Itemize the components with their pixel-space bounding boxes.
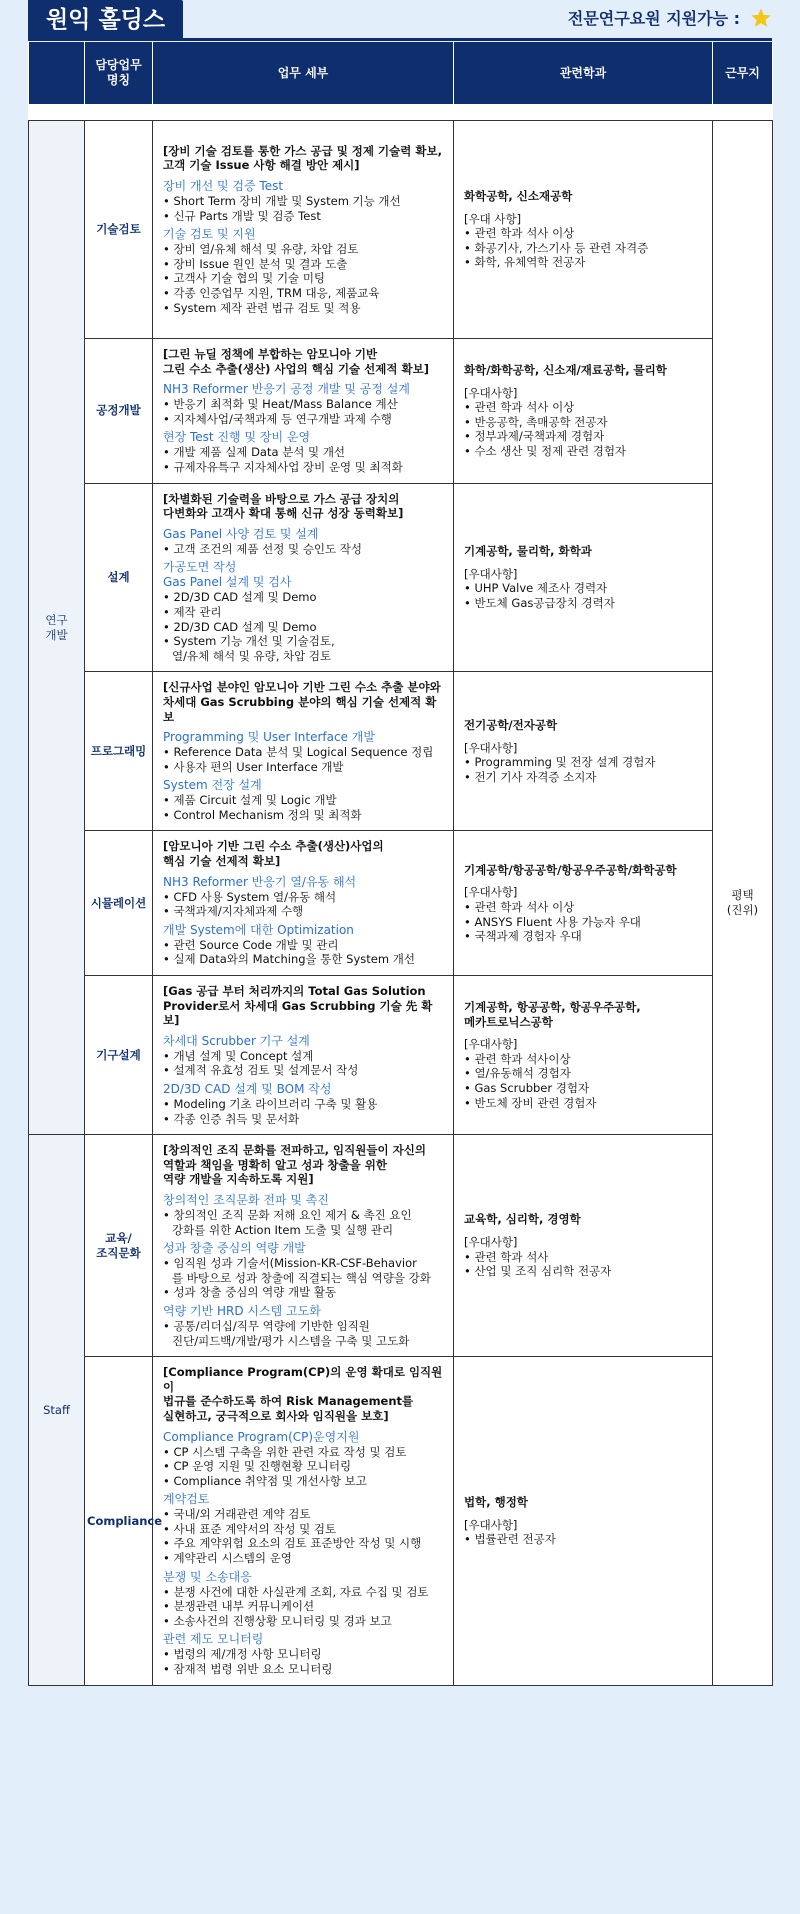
task-section-title: 관련 제도 모니터링 bbox=[163, 1632, 264, 1647]
task-detail-cell bbox=[153, 672, 454, 831]
header-category bbox=[29, 42, 85, 104]
major-cell bbox=[454, 1357, 713, 1686]
preferred-item: • 전기 기사 자격증 소지자 bbox=[464, 770, 706, 785]
task-detail-cell bbox=[153, 1135, 454, 1357]
task-item: • 잠재적 법령 위반 요소 모니터링 bbox=[163, 1662, 447, 1677]
major-title: 기계공학, 항공공학, 항공우주공학, 메카트로닉스공학 bbox=[464, 1000, 641, 1029]
preferred-item: • 열/유동해석 경험자 bbox=[464, 1066, 706, 1081]
task-item: • 장비 열/유체 해석 및 유량, 차압 검토 bbox=[163, 242, 447, 257]
major-cell bbox=[454, 339, 713, 484]
task-section-title: 성과 창출 중심의 역량 개발 bbox=[163, 1241, 306, 1256]
task-section-title: 창의적인 조직문화 전파 및 촉진 bbox=[163, 1192, 329, 1207]
task-section-title: Compliance Program(CP)운영지원 bbox=[163, 1429, 360, 1444]
task-item: • 성과 창출 중심의 역량 개발 활동 bbox=[163, 1285, 447, 1300]
preferred-item: • ANSYS Fluent 사용 가능자 우대 bbox=[464, 915, 706, 930]
preferred-title: [우대사항] bbox=[464, 385, 518, 400]
major-cell bbox=[454, 976, 713, 1135]
task-item: • 사내 표준 계약서의 작성 및 검토 bbox=[163, 1522, 447, 1537]
mission-statement: [Gas 공급 부터 처리까지의 Total Gas Solution Provider로서 차세대 Gas Scrubbing 기술 先 확보] bbox=[163, 984, 433, 1028]
task-item: • 각종 인증업무 지원, TRM 대응, 제품교육 bbox=[163, 286, 447, 301]
table-header-row bbox=[29, 42, 773, 104]
role-name: 공정개발 bbox=[85, 339, 153, 484]
task-section-title: 역량 기반 HRD 시스템 고도화 bbox=[163, 1303, 321, 1318]
preferred-item: • 법률관련 전공자 bbox=[464, 1532, 706, 1547]
major-title: 기계공학, 물리학, 화학과 bbox=[464, 544, 592, 559]
role-name: 기술검토 bbox=[85, 121, 153, 339]
header-role: 담당업무 명칭 bbox=[85, 42, 153, 104]
major-title: 법학, 행정학 bbox=[464, 1494, 528, 1509]
preferred-item: • 관련 학과 석사이상 bbox=[464, 1052, 706, 1067]
task-item: • 규제자유특구 지자체사업 장비 운영 및 최적화 bbox=[163, 460, 447, 475]
major-title: 기계공학/항공공학/항공우주공학/화학공학 bbox=[464, 862, 677, 877]
preferred-item: • 관련 학과 석사 이상 bbox=[464, 900, 706, 915]
task-item: • System 기능 개선 및 기술검토, 열/유체 해석 및 유량, 차압 검토 bbox=[163, 634, 447, 663]
task-item: • Control Mechanism 정의 및 최적화 bbox=[163, 808, 447, 823]
table-row bbox=[29, 1357, 773, 1686]
major-cell bbox=[454, 831, 713, 976]
header-spacer bbox=[29, 104, 773, 121]
task-item: • 개발 제품 실제 Data 분석 및 개선 bbox=[163, 445, 447, 460]
task-detail-cell bbox=[153, 483, 454, 672]
mission-statement: [그린 뉴딜 정책에 부합하는 암모니아 기반 그린 수소 추출(생산) 사업의 핵심 기술 선제적 확보] bbox=[163, 347, 429, 376]
task-item: • 실제 Data와의 Matching을 통한 System 개선 bbox=[163, 952, 447, 967]
preferred-title: [우대사항] bbox=[464, 885, 518, 900]
location-cell: 평택 (진위) bbox=[713, 121, 773, 1686]
header-divider bbox=[28, 38, 772, 41]
preferred-item: • 반응공학, 촉매공학 전공자 bbox=[464, 415, 706, 430]
task-item: • Modeling 기초 라이브러리 구축 및 활용 bbox=[163, 1097, 447, 1112]
task-section-title: 분쟁 및 소송대응 bbox=[163, 1569, 252, 1584]
job-table bbox=[28, 42, 773, 1686]
expert-research-badge bbox=[568, 6, 772, 29]
task-section-title: 현장 Test 진행 및 장비 운영 bbox=[163, 430, 311, 445]
task-item: • CP 운영 지원 및 진행현황 모니터링 bbox=[163, 1459, 447, 1474]
task-section-title: NH3 Reformer 반응기 열/유동 해석 bbox=[163, 874, 357, 889]
task-item: • 국책과제/지자체과제 수행 bbox=[163, 904, 447, 919]
task-item: • 2D/3D CAD 설계 및 Demo bbox=[163, 620, 447, 635]
task-detail-cell bbox=[153, 1357, 454, 1686]
top-bar bbox=[28, 0, 772, 42]
preferred-title: [우대사항] bbox=[464, 1235, 518, 1250]
task-section-title: 차세대 Scrubber 기구 설계 bbox=[163, 1033, 310, 1048]
preferred-item: • 화공기사, 가스기사 등 관련 자격증 bbox=[464, 241, 706, 256]
category-cell: 연구 개발 bbox=[29, 121, 85, 1135]
header-major: 관련학과 bbox=[454, 42, 713, 104]
mission-statement: [Compliance Program(CP)의 운영 확대로 임직원이 법규를 준수하도록 하여 Risk Management를 실현하고, 궁극적으로 회사와 임직원을 보호] bbox=[163, 1365, 443, 1423]
major-cell bbox=[454, 483, 713, 672]
task-section-title: NH3 Reformer 반응기 공정 개발 및 공정 설계 bbox=[163, 382, 410, 397]
task-item: • 각종 인증 취득 및 문서화 bbox=[163, 1112, 447, 1127]
task-item: • 주요 계약위험 요소의 검토 표준방안 작성 및 시행 bbox=[163, 1536, 447, 1551]
task-item: • System 제작 관련 법규 검토 및 적용 bbox=[163, 301, 447, 316]
star-icon bbox=[750, 7, 772, 29]
task-item: • 제품 Circuit 설계 및 Logic 개발 bbox=[163, 793, 447, 808]
preferred-title: [우대사항] bbox=[464, 566, 518, 581]
task-detail-cell bbox=[153, 976, 454, 1135]
task-item: • 반응기 최적화 및 Heat/Mass Balance 계산 bbox=[163, 397, 447, 412]
major-title: 화학/화학공학, 신소재/재료공학, 물리학 bbox=[464, 363, 667, 377]
preferred-item: • 관련 학과 석사 이상 bbox=[464, 400, 706, 415]
task-item: • 지자체사업/국책과제 등 연구개발 과제 수행 bbox=[163, 412, 447, 427]
task-item: • 계약관리 시스템의 운영 bbox=[163, 1551, 447, 1566]
task-section-title: 기술 검토 및 지원 bbox=[163, 227, 256, 242]
task-detail-cell bbox=[153, 831, 454, 976]
mission-statement: [창의적인 조직 문화를 전파하고, 임직원들이 자신의 역할과 책임을 명확히 알고 성과 창출을 위한 역량 개발을 지속하도록 지원] bbox=[163, 1143, 426, 1187]
task-item: • 국내/외 거래관련 계약 검토 bbox=[163, 1507, 447, 1522]
role-name: 교육/ 조직문화 bbox=[85, 1135, 153, 1357]
header-location: 근무지 bbox=[713, 42, 773, 104]
task-section-title: 장비 개선 및 검증 Test bbox=[163, 179, 284, 194]
major-title: 전기공학/전자공학 bbox=[464, 718, 558, 733]
task-item: • 공통/리더십/직무 역량에 기반한 임직원 진단/피드백/개발/평가 시스템을 구축 및 고도화 bbox=[163, 1319, 447, 1348]
task-item: • Compliance 취약점 및 개선사항 보고 bbox=[163, 1474, 447, 1489]
task-item: • 신규 Parts 개발 및 검증 Test bbox=[163, 209, 447, 224]
preferred-title: [우대사항] bbox=[464, 740, 518, 755]
preferred-title: [우대 사항] bbox=[464, 211, 522, 226]
mission-statement: [차별화된 기술력을 바탕으로 가스 공급 장치의 다변화와 고객사 확대 통해 신규 성장 동력확보] bbox=[163, 491, 404, 521]
task-item: • 창의적인 조직 문화 저해 요인 제거 & 촉진 요인 강화를 위한 Action Item 도출 및 실행 관리 bbox=[163, 1208, 447, 1237]
header-task: 업무 세부 bbox=[153, 42, 454, 104]
major-title: 화학공학, 신소재공학 bbox=[464, 189, 573, 204]
task-item: • 2D/3D CAD 설계 및 Demo bbox=[163, 590, 447, 605]
task-section-title: 계약검토 bbox=[163, 1492, 210, 1507]
preferred-item: • Gas Scrubber 경험자 bbox=[464, 1081, 706, 1096]
table-row bbox=[29, 1135, 773, 1357]
task-item: • 관련 Source Code 개발 및 관리 bbox=[163, 938, 447, 953]
role-name: 프로그래밍 bbox=[85, 672, 153, 831]
company-name: 원익 홀딩스 bbox=[28, 0, 183, 40]
major-cell bbox=[454, 672, 713, 831]
preferred-item: • 국책과제 경험자 우대 bbox=[464, 929, 706, 944]
task-item: • 임직원 성과 기술서(Mission-KR-CSF-Behavior 를 바탕으로 성과 창출에 직결되는 핵심 역량을 강화 bbox=[163, 1256, 447, 1285]
table-row bbox=[29, 831, 773, 976]
task-detail-cell bbox=[153, 121, 454, 339]
table-body bbox=[29, 104, 773, 1685]
major-cell bbox=[454, 1135, 713, 1357]
preferred-item: • 관련 학과 석사 bbox=[464, 1250, 706, 1265]
task-item: • 설계적 유효성 검토 및 설계문서 작성 bbox=[163, 1063, 447, 1078]
task-detail-cell bbox=[153, 339, 454, 484]
mission-statement: [암모니아 기반 그린 수소 추출(생산)사업의 핵심 기술 선제적 확보] bbox=[163, 839, 384, 869]
task-section-title: Gas Panel 사양 검토 및 설계 bbox=[163, 526, 319, 541]
task-section-title: System 전장 설계 bbox=[163, 778, 262, 793]
preferred-item: • Programming 및 전장 설계 경험자 bbox=[464, 755, 706, 770]
preferred-item: • 반도체 Gas공급장치 경력자 bbox=[464, 596, 706, 611]
mission-statement: [장비 기술 검토를 통한 가스 공급 및 정제 기술력 확보, 고객 기술 Issue 사항 해결 방안 제시] bbox=[163, 143, 442, 173]
preferred-item: • 정부과제/국책과제 경험자 bbox=[464, 429, 706, 444]
table-row bbox=[29, 339, 773, 484]
table-row bbox=[29, 121, 773, 339]
category-cell: Staff bbox=[29, 1135, 85, 1685]
role-name: 시뮬레이션 bbox=[85, 831, 153, 976]
task-item: • Reference Data 분석 및 Logical Sequence 정립 bbox=[163, 745, 447, 760]
expert-label: 전문연구요원 지원가능 : bbox=[567, 9, 740, 28]
preferred-item: • 화학, 유체역학 전공자 bbox=[464, 255, 706, 270]
task-section-title: 2D/3D CAD 설계 및 BOM 작성 bbox=[163, 1082, 332, 1096]
role-name: 설계 bbox=[85, 483, 153, 672]
task-section-title: 개발 System에 대한 Optimization bbox=[163, 922, 354, 937]
preferred-title: [우대사항] bbox=[464, 1037, 518, 1052]
task-section-title: 가공도면 작성 Gas Panel 설계 및 검사 bbox=[163, 560, 292, 590]
task-item: • CFD 사용 System 열/유동 해석 bbox=[163, 890, 447, 905]
task-item: • 고객 조건의 제품 선정 및 승인도 작성 bbox=[163, 542, 447, 557]
task-item: • 개념 설계 및 Concept 설계 bbox=[163, 1049, 447, 1064]
task-item: • 분쟁관련 내부 커뮤니케이션 bbox=[163, 1599, 447, 1614]
task-item: • CP 시스템 구축을 위한 관련 자료 작성 및 검토 bbox=[163, 1445, 447, 1460]
task-item: • 분쟁 사건에 대한 사실관계 조회, 자료 수집 및 검토 bbox=[163, 1585, 447, 1600]
major-title: 교육학, 심리학, 경영학 bbox=[464, 1212, 581, 1227]
task-item: • 사용자 편의 User Interface 개발 bbox=[163, 760, 447, 775]
preferred-item: • 수소 생산 및 정제 관련 경험자 bbox=[464, 444, 706, 459]
task-item: • 제작 관리 bbox=[163, 605, 447, 620]
preferred-item: • UHP Valve 제조사 경력자 bbox=[464, 581, 706, 596]
task-item: • Short Term 장비 개발 및 System 기능 개선 bbox=[163, 194, 447, 209]
task-item: • 소송사건의 진행상황 모니터링 및 경과 보고 bbox=[163, 1614, 447, 1629]
task-item: • 법령의 제/개정 사항 모니터링 bbox=[163, 1647, 447, 1662]
role-name: Compliance bbox=[85, 1357, 153, 1686]
preferred-item: • 산업 및 조직 심리학 전공자 bbox=[464, 1264, 706, 1279]
major-cell bbox=[454, 121, 713, 339]
preferred-item: • 관련 학과 석사 이상 bbox=[464, 226, 706, 241]
task-section-title: Programming 및 User Interface 개발 bbox=[163, 730, 375, 745]
preferred-item: • 반도체 장비 관련 경험자 bbox=[464, 1096, 706, 1111]
role-name: 기구설계 bbox=[85, 976, 153, 1135]
mission-statement: [신규사업 분야인 암모니아 기반 그린 수소 추출 분야와 차세대 Gas Scrubbing 분야의 핵심 기술 선제적 확보 bbox=[163, 680, 441, 724]
task-item: • 장비 Issue 원인 분석 및 결과 도출 bbox=[163, 257, 447, 272]
task-item: • 고객사 기술 협의 및 기술 미팅 bbox=[163, 271, 447, 286]
table-row bbox=[29, 483, 773, 672]
table-row bbox=[29, 672, 773, 831]
table-row bbox=[29, 976, 773, 1135]
preferred-title: [우대사항] bbox=[464, 1517, 518, 1532]
